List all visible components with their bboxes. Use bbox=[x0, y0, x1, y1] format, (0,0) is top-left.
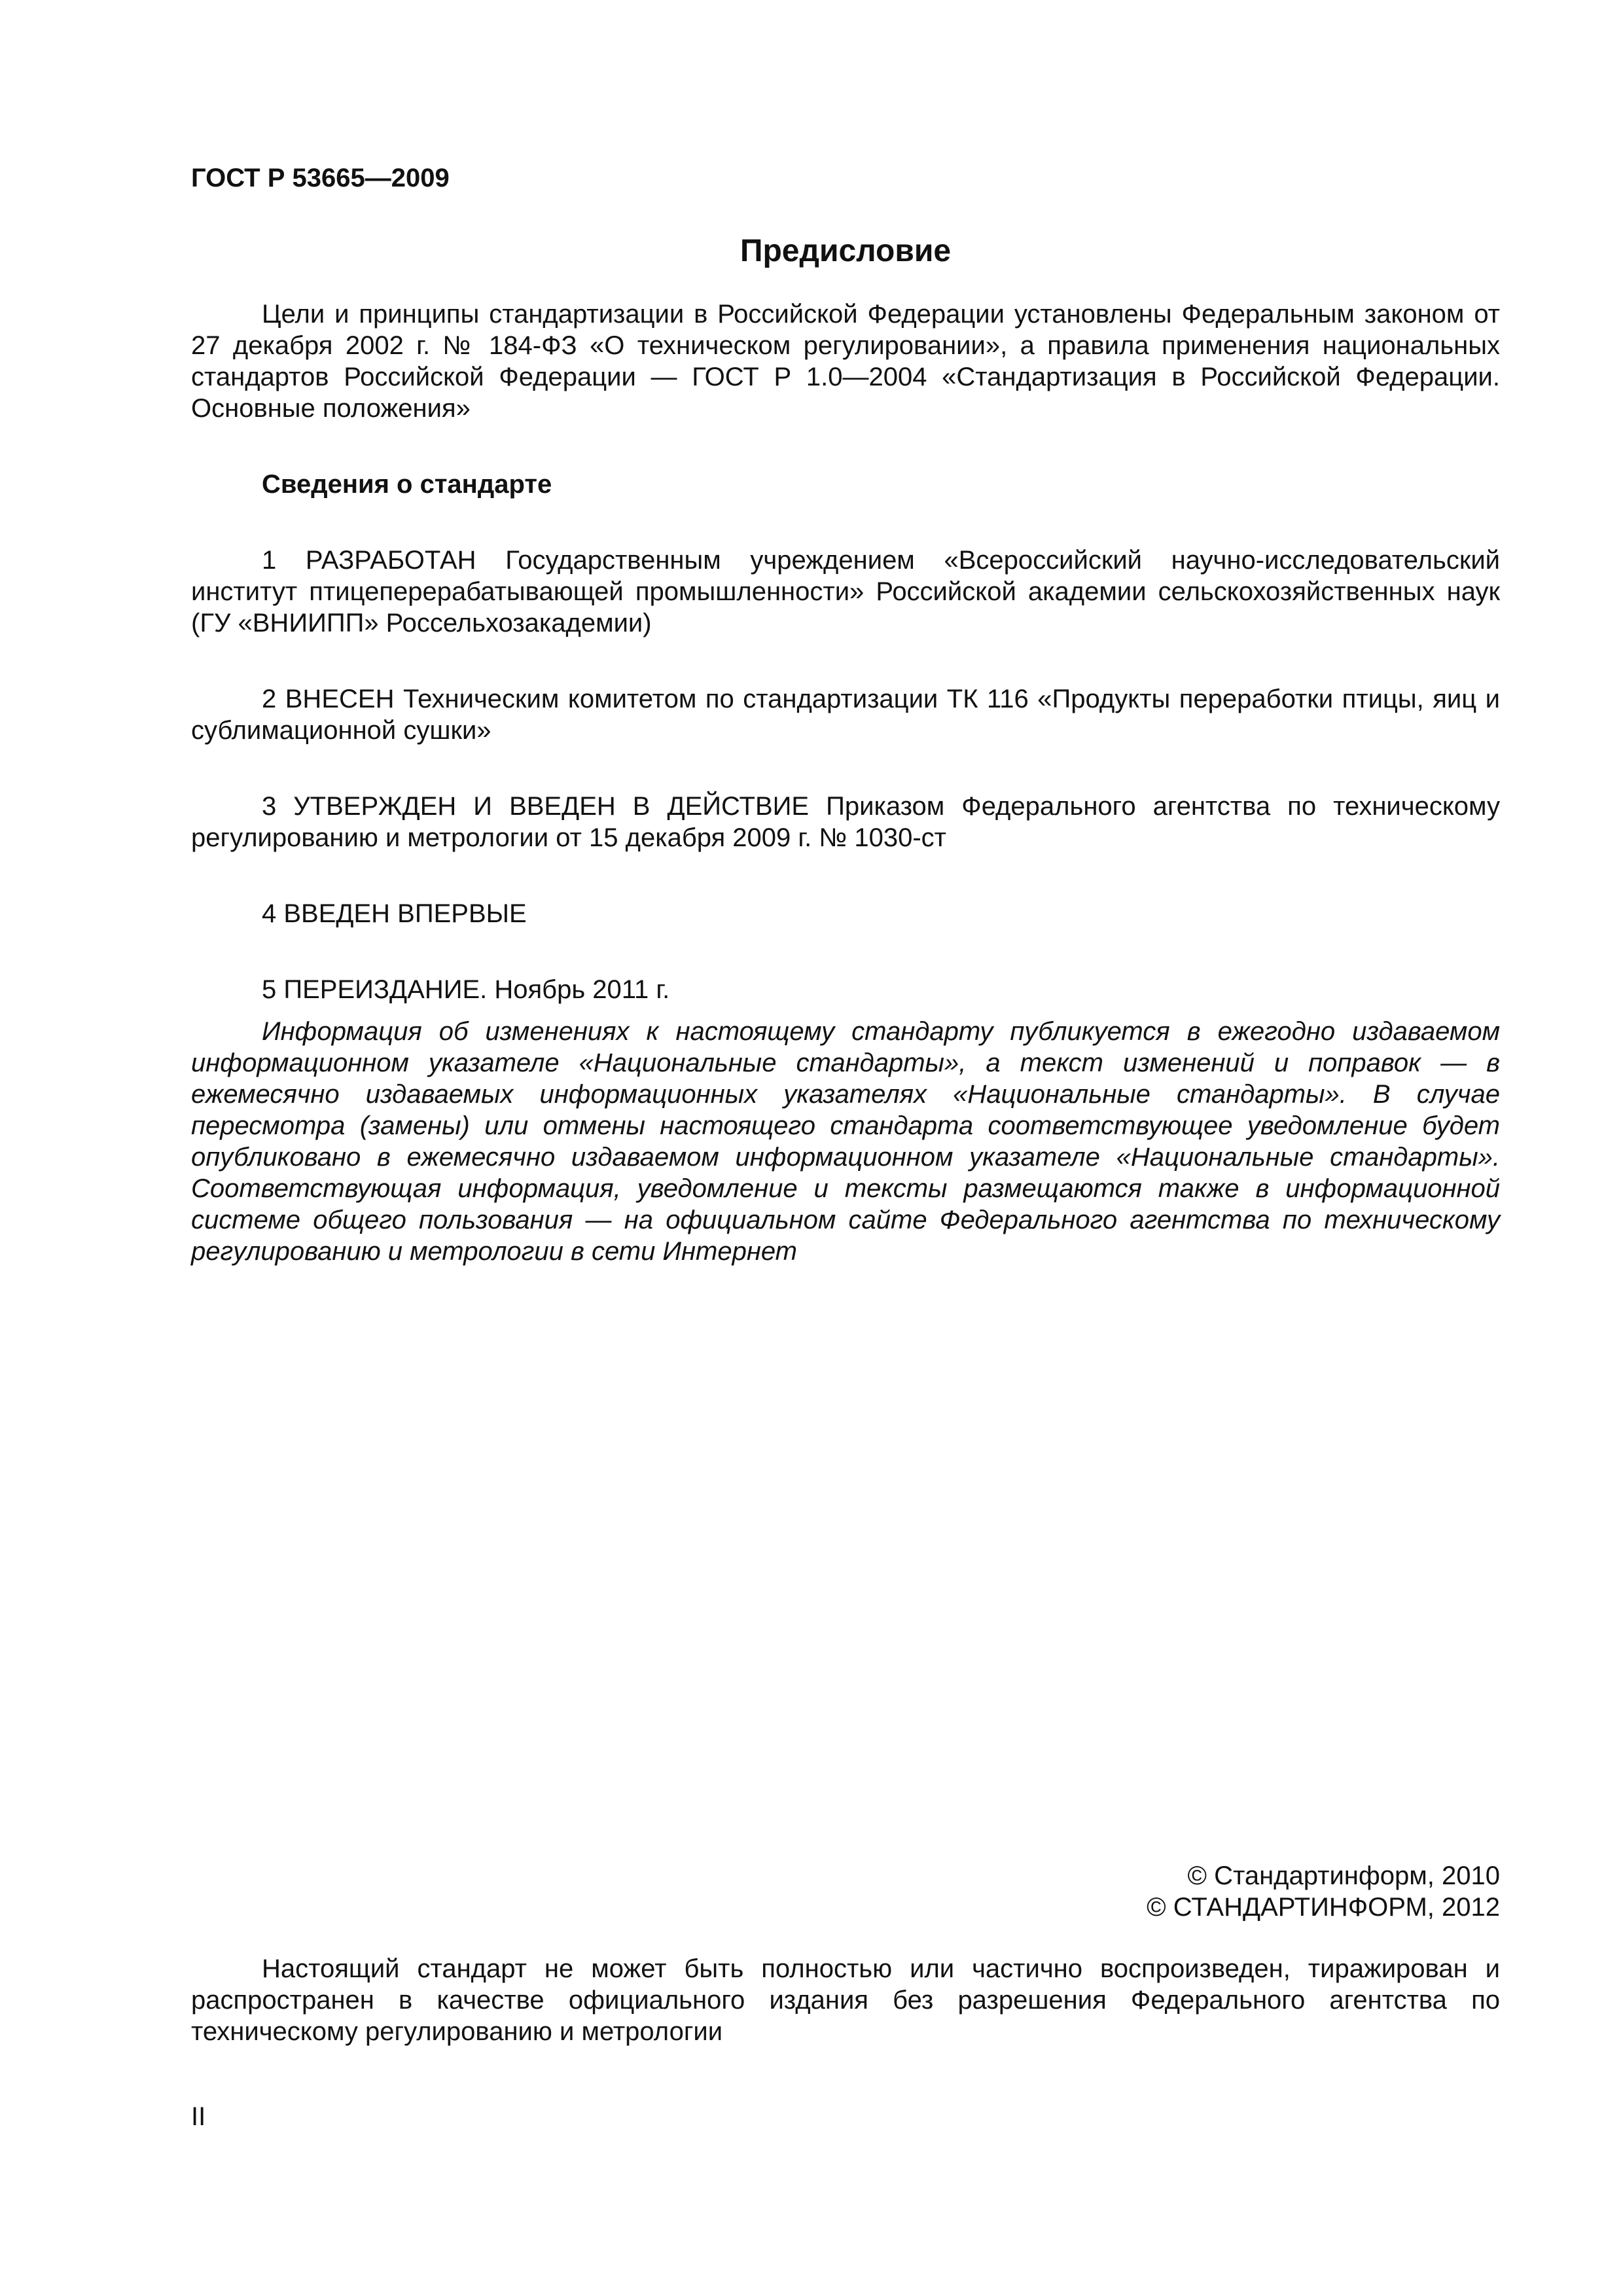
preface-body bbox=[191, 298, 1500, 1050]
amendments-notice: Информация об изменениях к настоящему стандарту публикуется в ежегодно издаваемом информационном указателе «Национальные стандарты», а текст изменений и поправок — в ежемесячно издаваемых информационных указателях «Национальные стандарты». В случае пересмотра (замены) или отмены настоящего стандарта соответствующее уведомление будет опубликовано в ежемесячно издаваемом информационном указателе «Национальные стандарты». Соответствующая информация, уведомление и тексты размещаются также в информационной системе общего пользования — на официальном сайте Федерального агентства по техническому регулированию и метрологии в сети Интернет bbox=[191, 1017, 1500, 1266]
info-item-1: 1 РАЗРАБОТАН Государственным учреждением «Всероссийский научно-исследовательский институт птицеперерабатывающей промышленности» Российской академии сельскохозяйственных наук (ГУ «ВНИИПП» Россельхозакадемии) bbox=[191, 546, 1500, 637]
document-code: ГОСТ Р 53665—2009 bbox=[191, 164, 450, 192]
copyright-line-1: © Стандартинформ, 2010 bbox=[1187, 1861, 1500, 1890]
section-heading: Сведения о стандарте bbox=[262, 470, 552, 499]
info-item-3: 3 УТВЕРЖДЕН И ВВЕДЕН В ДЕЙСТВИЕ Приказом Федерального агентства по техническому регулированию и метрологии от 15 декабря 2009 г. № 1030-ст bbox=[191, 792, 1500, 852]
reproduction-notice: Настоящий стандарт не может быть полностью или частично воспроизведен, тиражирован и распространен в качестве официального издания без разрешения Федерального агентства по техническому регулированию и метрологии bbox=[191, 1954, 1500, 2046]
intro-paragraph: Цели и принципы стандартизации в Российской Федерации установлены Федеральным законом от 27 декабря 2002 г. № 184-ФЗ «О техническом регулировании», а правила применения национальных стандартов Российской Федерации — ГОСТ Р 1.0—2004 «Стандартизация в Российской Федерации. Основные положения» bbox=[191, 300, 1500, 423]
page-title: Предисловие bbox=[740, 234, 952, 268]
info-item-5: 5 ПЕРЕИЗДАНИЕ. Ноябрь 2011 г. bbox=[262, 975, 670, 1004]
info-item-2: 2 ВНЕСЕН Техническим комитетом по стандартизации ТК 116 «Продукты переработки птицы, яиц и сублимационной сушки» bbox=[191, 685, 1500, 745]
copyright-line-2: © СТАНДАРТИНФОРМ, 2012 bbox=[1147, 1893, 1500, 1922]
copyright-block bbox=[1147, 1860, 1500, 1923]
info-item-4: 4 ВВЕДЕН ВПЕРВЫЕ bbox=[262, 899, 527, 928]
page-number: II bbox=[191, 2102, 206, 2131]
